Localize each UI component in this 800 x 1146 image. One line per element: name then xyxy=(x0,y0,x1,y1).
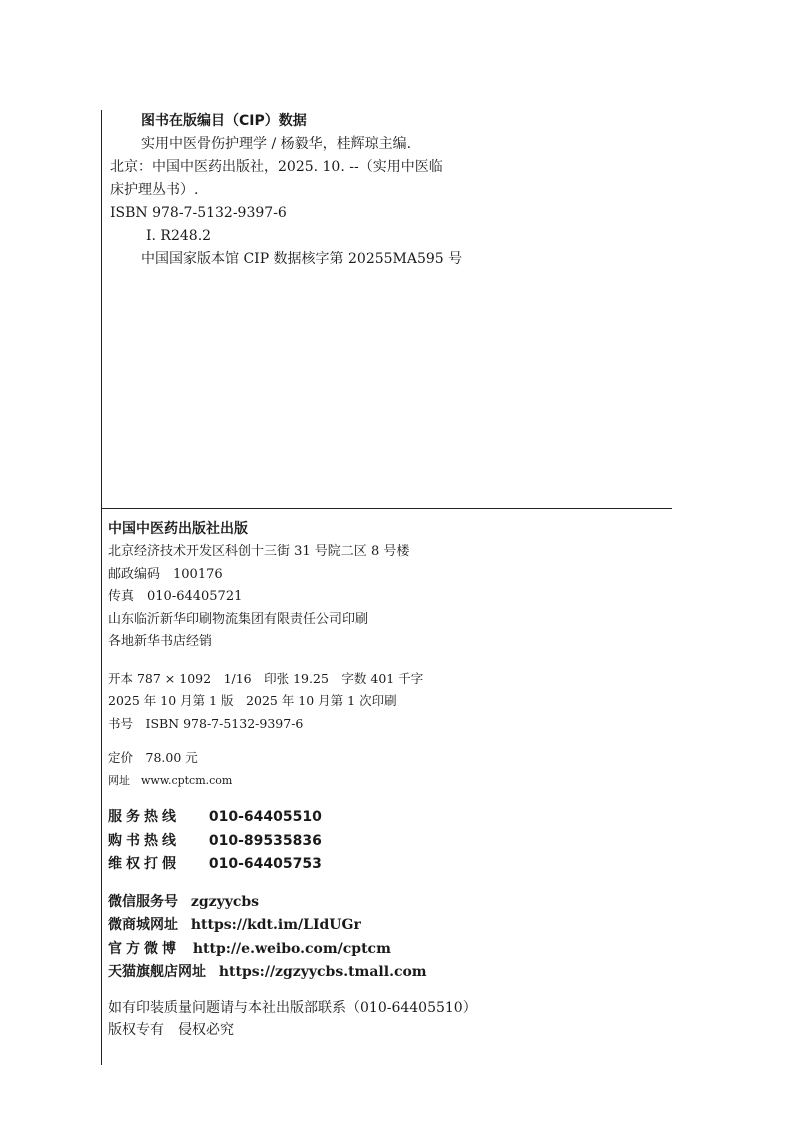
distributor: 各地新华书店经销 xyxy=(108,634,213,649)
weibo-label: 官方微博 xyxy=(108,940,180,957)
copyright-notice: 版权专有 侵权必究 xyxy=(108,1022,234,1038)
tmall-url: https://zgzyycbs.tmall.com xyxy=(218,964,427,980)
micro-shop xyxy=(108,914,668,938)
publisher-block xyxy=(108,517,668,1042)
cip-record-number: 中国国家版本馆 CIP 数据核字第 20255MA595 号 xyxy=(141,251,463,267)
wechat-label: 微信服务号 xyxy=(108,893,178,910)
edition-info: 2025 年 10 月第 1 版 2025 年 10 月第 1 次印刷 xyxy=(108,693,397,708)
book-format: 开本 787 × 1092 1/16 印张 19.25 字数 401 千字 xyxy=(108,670,424,686)
hotline-number: 010-89535836 xyxy=(208,832,322,849)
hotline-label: 维权打假 xyxy=(108,856,180,872)
weibo-url: http://e.weibo.com/cptcm xyxy=(192,940,391,957)
wechat-id: zgzyycbs xyxy=(190,893,260,910)
cip-classification: Ⅰ. R248.2 xyxy=(146,228,212,244)
price: 定价 78.00 元 xyxy=(108,750,198,765)
book-number: 书号 ISBN 978-7-5132-9397-6 xyxy=(108,715,304,731)
cip-isbn: ISBN 978-7-5132-9397-6 xyxy=(110,205,287,221)
publisher-name: 中国中医药出版社出版 xyxy=(108,521,248,537)
cip-title: 图书在版编目（CIP）数据 xyxy=(141,113,307,129)
cip-series-line: 床护理丛书）. xyxy=(110,182,199,198)
hotline-purchase xyxy=(108,830,668,854)
cip-book-title-line: 实用中医骨伤护理学 / 杨毅华，桂辉琼主编. xyxy=(141,136,412,152)
hotline-label: 服务热线 xyxy=(108,809,180,825)
tmall-store xyxy=(108,961,668,985)
hotline-label: 购书热线 xyxy=(108,832,180,849)
section-divider xyxy=(101,508,672,509)
wechat-account xyxy=(108,891,668,915)
website: 网址 www.cptcm.com xyxy=(108,773,233,787)
shop-label: 微商城网址 xyxy=(108,917,178,933)
fax: 传真 010-64405721 xyxy=(108,589,243,604)
hotline-number: 010-64405753 xyxy=(208,856,322,872)
quality-notice: 如有印装质量问题请与本社出版部联系（010-64405510） xyxy=(108,999,477,1016)
postcode: 邮政编码 100176 xyxy=(108,566,223,582)
hotline-number: 010-64405510 xyxy=(208,809,322,825)
publisher-address: 北京经济技术开发区科创十三街 31 号院二区 8 号楼 xyxy=(108,544,410,559)
official-weibo xyxy=(108,938,668,962)
tmall-label: 天猫旗舰店网址 xyxy=(108,964,206,980)
shop-url: https://kdt.im/LIdUGr xyxy=(190,917,361,933)
hotline-antipiracy xyxy=(108,853,668,877)
hotline-service xyxy=(108,806,668,830)
cip-publication-line: 北京：中国中医药出版社，2025. 10. --（实用中医临 xyxy=(110,159,443,175)
left-vertical-rule xyxy=(101,110,102,1065)
cip-data-block xyxy=(110,110,670,271)
printer: 山东临沂新华印刷物流集团有限责任公司印刷 xyxy=(108,611,369,627)
